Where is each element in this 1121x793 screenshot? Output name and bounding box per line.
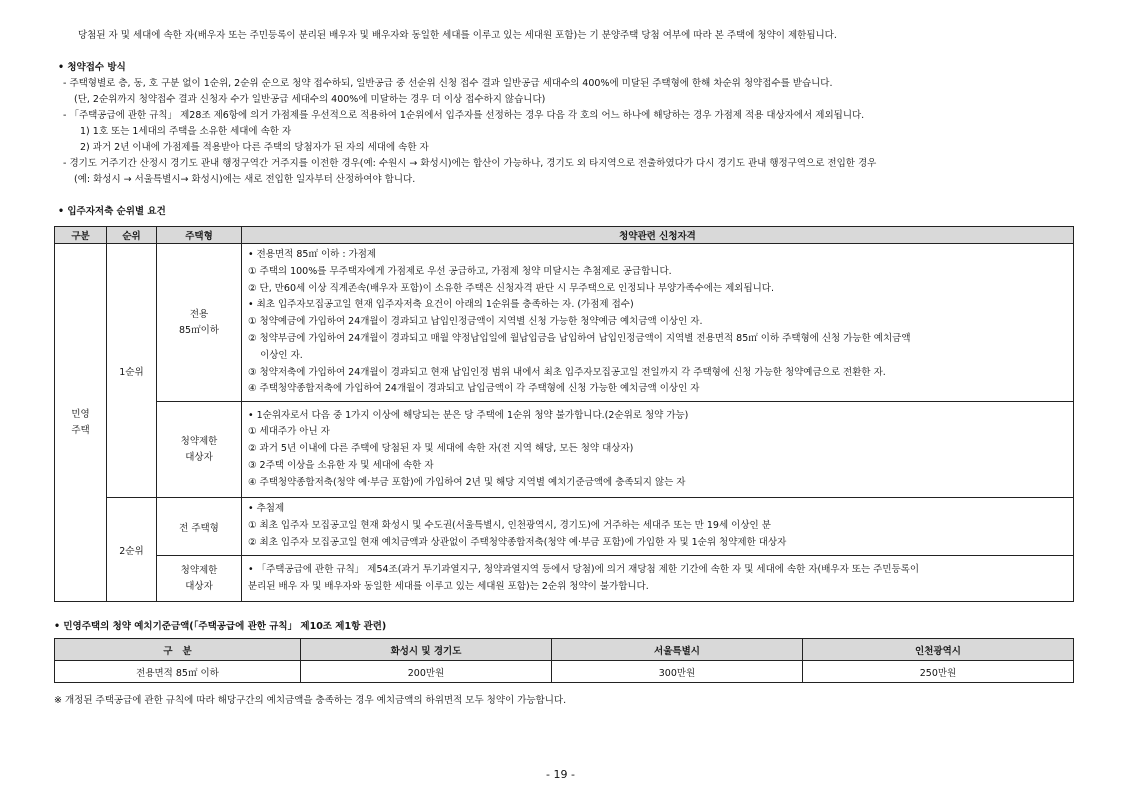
- qualification-line: • 최초 입주자모집공고일 현재 입주자저축 요건이 아래의 1순위를 충족하는 자. (가점제 접수): [248, 299, 634, 311]
- qualification-line: ④ 주택청약종합저축(청약 예·부금 포함)에 가입하여 2년 및 해당 지역별 예치기준금액에 충족되지 않는 자: [248, 476, 686, 488]
- qualification-line: ① 최초 입주자 모집공고일 현재 화성시 및 수도권(서울특별시, 인천광역시, 경기도)에 거주하는 세대주 또는 만 19세 이상인 분: [248, 520, 771, 532]
- section-title-rank-requirements: • 입주자저축 순위별 요건: [58, 206, 166, 217]
- rank-requirements-table: [54, 226, 1074, 602]
- qualification-line: • 「주택공급에 관한 규칙」 제54조(과거 투기과열지구, 청약과열지역 등에서 당첨)에 의거 재당첨 제한 기간에 속한 자 및 세대에 속한 자(배우자 또는 주민등록이: [248, 563, 920, 575]
- rank2-cell: 2순위: [107, 498, 157, 602]
- header-house-type: 주택형: [157, 227, 242, 244]
- row3-type-cell: 전 주택형: [157, 498, 242, 556]
- qualification-line: ② 과거 5년 이내에 다른 주택에 당첨된 자 및 세대에 속한 자(전 지역 해당, 모든 청약 대상자): [248, 443, 634, 455]
- row1-qualification-cell: [242, 244, 1074, 402]
- header-incheon: 인천광역시: [803, 639, 1074, 661]
- qualification-line: ④ 주택청약종합저축에 가입하여 24개월이 경과되고 납입금액이 각 주택형에 신청 가능한 예치금액 이상인 자: [248, 383, 700, 395]
- section-title-deposit-amount: • 민영주택의 청약 예치기준금액(「주택공급에 관한 규칙」 제10조 제1항 관련): [54, 621, 387, 632]
- qualification-line: • 전용면적 85㎡ 이하 : 가점제: [248, 249, 377, 260]
- deposit-hwaseong-gyeonggi: 200만원: [301, 661, 552, 683]
- qualification-line: • 1순위자로서 다음 중 1가지 이상에 해당되는 분은 당 주택에 1순위 청약 불가합니다.(2순위로 청약 가능): [248, 409, 689, 421]
- header-seoul: 서울특별시: [552, 639, 803, 661]
- header-division: 구 분: [55, 639, 301, 661]
- qualification-line: ① 주택의 100%를 무주택자에게 가점제로 우선 공급하고, 가점제 청약 미달시는 추첨제로 공급합니다.: [248, 265, 672, 277]
- qualification-line: • 추첨제: [248, 503, 285, 515]
- method-line: 1) 1호 또는 1세대의 주택을 소유한 세대에 속한 자: [80, 126, 292, 137]
- qualification-line: ③ 청약저축에 가입하여 24개월이 경과되고 현재 납입인정 범위 내에서 최초 입주자모집공고일 전일까지 각 주택형에 신청 가능한 청약예금으로 전환한 자.: [248, 366, 886, 378]
- qualification-line: ③ 2주택 이상을 소유한 자 및 세대에 속한 자: [248, 460, 434, 472]
- method-line: 2) 과거 2년 이내에 가점제를 적용받아 다른 주택의 당첨자가 된 자의 세대에 속한 자: [80, 142, 429, 153]
- method-line: (예: 화성시 → 서울특별시→ 화성시)에는 새로 전입한 일자부터 산정하여야 합니다.: [74, 174, 416, 185]
- row2-qualification-cell: [242, 402, 1074, 498]
- row3-qualification-cell: [242, 498, 1074, 556]
- header-category: 구분: [55, 227, 107, 244]
- method-line: (단, 2순위까지 청약접수 결과 신청자 수가 일반공급 세대수의 400%에 미달하는 경우 더 이상 접수하지 않습니다): [74, 94, 546, 105]
- deposit-seoul: 300만원: [552, 661, 803, 683]
- intro-text: 당첨된 자 및 세대에 속한 자(배우자 또는 주민등록이 분리된 배우자 및 배우자와 동일한 세대를 이루고 있는 세대원 포함)는 기 분양주택 당첨 여부에 따라 본 주택에 청약이 제한됩니다.: [78, 30, 837, 41]
- qualification-line: ① 세대주가 아닌 자: [248, 426, 330, 438]
- deposit-row-label: 전용면적 85㎡ 이하: [55, 661, 301, 683]
- row2-type-cell: 청약제한 대상자: [157, 402, 242, 498]
- deposit-amount-table: [54, 638, 1074, 683]
- qualification-line: ② 청약부금에 가입하여 24개월이 경과되고 매월 약정납입일에 월납입금을 납입하여 납입인정금액이 지역별 전용면적 85㎡ 이하 주택형에 신청 가능한 예치금액: [248, 332, 911, 344]
- row1-type-cell: 전용 85㎡이하: [157, 244, 242, 402]
- header-hwaseong-gyeonggi: 화성시 및 경기도: [301, 639, 552, 661]
- qualification-line: ① 청약예금에 가입하여 24개월이 경과되고 납입인정금액이 지역별 신청 가능한 청약예금 예치금액 이상인 자.: [248, 316, 703, 328]
- header-qualification: 청약관련 신청자격: [242, 227, 1074, 244]
- header-rank: 순위: [107, 227, 157, 244]
- row4-type-cell: 청약제한 대상자: [157, 556, 242, 602]
- deposit-incheon: 250만원: [803, 661, 1074, 683]
- method-line: - 「주택공급에 관한 규칙」 제28조 제6항에 의거 가점제를 우선적으로 적용하여 1순위에서 입주자를 선정하는 경우 다음 각 호의 어느 하나에 해당하는 경우 가점제 적용 대상자에서 제외됩니다.: [63, 110, 865, 121]
- qualification-line: 이상인 자.: [248, 349, 303, 361]
- rank1-cell: 1순위: [107, 244, 157, 498]
- qualification-line: 분리된 배우 자 및 배우자와 동일한 세대를 이루고 있는 세대원 포함)는 2순위 청약이 불가합니다.: [248, 580, 649, 592]
- qualification-line: ② 최초 입주자 모집공고일 현재 예치금액과 상관없이 주택청약종합저축(청약 예·부금 포함)에 가입한 자 및 1순위 청약제한 대상자: [248, 537, 787, 549]
- category-cell: 민영 주택: [55, 244, 107, 602]
- method-line: - 경기도 거주기간 산정시 경기도 관내 행정구역간 거주지를 이전한 경우(예: 수원시 → 화성시)에는 합산이 가능하나, 경기도 외 타지역으로 전출하였다가 다시 경기도 관내 행정구역으로 전입한 경우: [63, 158, 877, 169]
- footnote: ※ 개정된 주택공급에 관한 규칙에 따라 해당구간의 예치금액을 충족하는 경우 예치금액의 하위면적 모두 청약이 가능합니다.: [54, 695, 567, 706]
- page-number: - 19 -: [546, 768, 575, 781]
- row4-qualification-cell: [242, 556, 1074, 602]
- section-title-application-method: • 청약접수 방식: [58, 62, 126, 73]
- qualification-line: ② 단, 만60세 이상 직계존속(배우자 포함)이 소유한 주택은 신청자격 판단 시 무주택으로 인정되나 부양가족수에는 제외됩니다.: [248, 282, 775, 294]
- method-line: - 주택형별로 층, 동, 호 구분 없이 1순위, 2순위 순으로 청약 접수하되, 일반공급 중 선순위 신청 접수 결과 일반공급 세대수의 400%에 미달된 주택형에 한해 차순위 청약접수를 받습니다.: [63, 78, 833, 89]
